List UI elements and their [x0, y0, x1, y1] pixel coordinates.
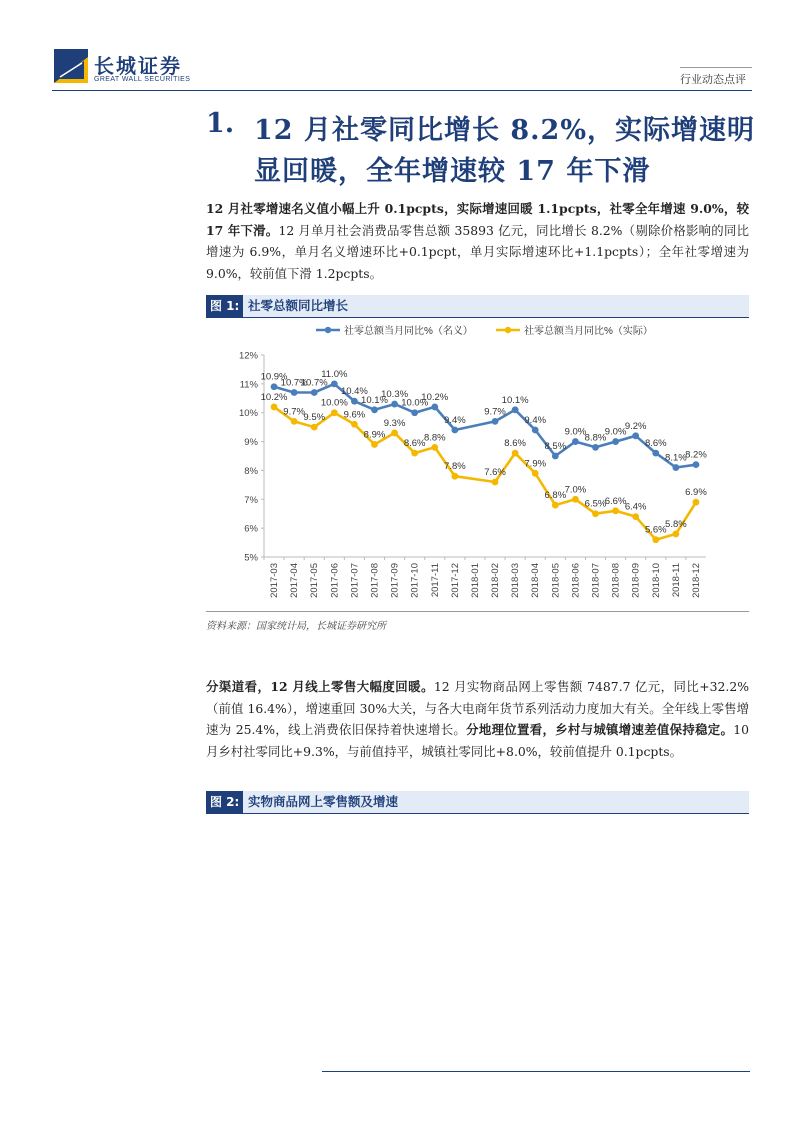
data-label-1: 8.9%	[363, 429, 386, 441]
data-label-0: 9.4%	[524, 415, 547, 427]
x-tick-label: 2018-11	[670, 563, 682, 598]
data-label-1: 9.5%	[303, 412, 326, 424]
figure1-title: 社零总额同比增长	[248, 298, 349, 313]
data-point-0	[492, 418, 499, 425]
data-point-1	[693, 499, 700, 506]
data-point-0	[652, 450, 659, 457]
data-point-0	[451, 427, 458, 434]
legend-marker-1	[505, 327, 511, 333]
paragraph-lead-channel: 分渠道看，12 月线上零售大幅度回暖。	[206, 679, 434, 694]
paragraph-body: 12 月单月社会消费品零售总额 35893 亿元，同比增长 8.2%（剔除价格影响的同比增速为 6.9%，单月名义增速环比+0.1pcpt，单月实际增速环比+1.1pcpts）；全年社零增速为 9.0%，较前值下滑 1.2pcpts。	[206, 222, 749, 281]
x-tick-label: 2017-12	[449, 563, 461, 598]
header-tag-divider	[680, 67, 752, 68]
data-point-1	[331, 409, 338, 416]
y-tick-label: 7%	[244, 494, 258, 506]
x-tick-label: 2018-05	[550, 563, 562, 598]
figure2-title: 实物商品网上零售额及增速	[248, 794, 399, 809]
header-divider	[52, 90, 752, 91]
data-label-1: 5.8%	[665, 518, 687, 530]
x-tick-label: 2017-09	[389, 563, 401, 598]
logo-text-cn: 长城证券	[94, 54, 182, 78]
paragraph-body-region: 10 月乡村社零同比+9.3%，与前值持平，城镇社零同比+8.0%，较前值提升 0.1pcpts。	[206, 722, 749, 759]
paragraph-body-channel: 12 月实物商品网上零售额 7487.7 亿元，同比+32.2%（前值 16.4%），增速重回 30%大关，与各大电商年货节系列活动力度加大有关。全年线上零售增速为 25.4%，线上消费依旧保持着快速增长。	[206, 679, 749, 737]
data-label-0: 11.0%	[321, 368, 348, 380]
data-point-1	[311, 424, 318, 431]
section-number: 1.	[206, 108, 235, 139]
data-label-1: 9.7%	[283, 406, 305, 418]
data-point-0	[351, 398, 358, 405]
data-label-1: 5.6%	[644, 524, 667, 536]
data-label-1: 6.6%	[604, 495, 627, 507]
data-label-0: 8.6%	[644, 438, 667, 450]
paragraph-lead-region: 分地理位置看，乡村与城镇增速差值保持稳定。	[466, 722, 734, 737]
section-title-line1: 12 月社零同比增长 8.2%，实际增速明	[254, 115, 756, 146]
legend-label-1: 社零总额当月同比%（实际）	[524, 326, 653, 337]
data-label-0: 9.7%	[484, 406, 506, 418]
data-point-0	[411, 409, 418, 416]
data-point-0	[512, 406, 519, 413]
data-point-1	[351, 421, 358, 428]
data-point-0	[672, 464, 679, 471]
data-point-0	[693, 461, 700, 468]
data-label-1: 7.9%	[524, 458, 547, 470]
data-point-1	[371, 441, 378, 448]
x-tick-label: 2018-04	[530, 563, 542, 598]
x-tick-label: 2018-06	[570, 563, 582, 598]
data-point-1	[451, 473, 458, 480]
data-label-0: 10.7%	[300, 377, 328, 389]
data-label-1: 6.8%	[544, 490, 567, 502]
y-tick-label: 8%	[244, 465, 258, 477]
data-label-1: 9.3%	[383, 417, 406, 429]
data-label-0: 10.2%	[421, 391, 449, 403]
x-tick-label: 2017-08	[369, 563, 381, 598]
x-tick-label: 2018-07	[590, 563, 602, 598]
x-tick-label: 2017-06	[329, 563, 341, 598]
data-point-0	[632, 432, 639, 439]
data-point-1	[391, 430, 398, 437]
y-tick-label: 6%	[244, 523, 258, 535]
logo-mark-icon	[54, 49, 88, 83]
data-label-0: 8.2%	[685, 449, 707, 461]
data-label-0: 10.9%	[260, 371, 288, 383]
data-label-0: 9.0%	[604, 426, 627, 438]
data-point-0	[572, 438, 579, 445]
x-tick-label: 2017-07	[349, 563, 361, 598]
data-label-1: 8.8%	[423, 432, 446, 444]
data-point-0	[331, 380, 338, 387]
y-tick-label: 5%	[244, 552, 258, 564]
data-point-1	[411, 450, 418, 457]
data-point-1	[572, 496, 579, 503]
data-point-0	[371, 406, 378, 413]
data-label-0: 10.1%	[501, 394, 529, 406]
data-label-1: 6.4%	[624, 501, 647, 513]
data-point-1	[291, 418, 298, 425]
paragraph-online-retail	[206, 676, 749, 762]
retail-growth-chart	[206, 318, 749, 608]
x-tick-label: 2017-11	[429, 563, 441, 598]
data-label-0: 8.5%	[544, 441, 567, 452]
data-point-1	[431, 444, 438, 451]
legend-label-0: 社零总额当月同比%（名义）	[344, 326, 473, 337]
x-tick-label: 2018-08	[610, 563, 622, 598]
data-point-0	[532, 427, 539, 434]
data-label-0: 10.3%	[381, 389, 409, 401]
data-label-1: 10.0%	[320, 397, 348, 409]
data-label-0: 10.7%	[280, 377, 308, 389]
footer-divider	[322, 1071, 750, 1072]
x-tick-label: 2017-04	[289, 563, 301, 598]
paragraph-lead: 12 月社零增速名义值小幅上升 0.1pcpts，实际增速回暖 1.1pcpts，社零全年增速 9.0%，较 17 年下滑。	[206, 201, 749, 238]
x-tick-label: 2017-10	[409, 563, 421, 598]
data-label-1: 9.6%	[343, 409, 366, 421]
data-label-1: 8.6%	[504, 438, 526, 450]
paragraph-retail-sales	[206, 198, 749, 284]
data-point-1	[592, 510, 599, 517]
data-label-0: 10.1%	[361, 394, 388, 406]
data-label-0: 8.8%	[584, 432, 607, 444]
data-point-1	[632, 513, 639, 520]
y-tick-label: 9%	[244, 437, 258, 449]
data-point-1	[532, 470, 539, 477]
data-point-1	[512, 450, 519, 457]
data-label-1: 6.9%	[685, 487, 707, 499]
data-point-1	[672, 531, 679, 538]
figure1-header	[206, 295, 749, 318]
data-label-1: 6.5%	[584, 498, 607, 510]
data-point-1	[492, 479, 499, 486]
report-type-label: 行业动态点评	[680, 73, 746, 86]
data-point-0	[291, 389, 298, 396]
legend-marker-0	[325, 327, 331, 333]
y-tick-label: 10%	[238, 408, 258, 420]
figure1-number: 图 1:	[206, 295, 243, 317]
x-tick-label: 2018-12	[690, 563, 702, 598]
data-point-1	[612, 507, 619, 514]
data-point-0	[592, 444, 599, 451]
data-label-0: 8.1%	[665, 452, 687, 464]
data-point-1	[652, 536, 659, 543]
data-label-1: 7.0%	[564, 484, 587, 496]
data-label-0: 9.2%	[624, 420, 647, 432]
data-label-1: 8.6%	[403, 438, 426, 450]
data-point-1	[271, 404, 278, 411]
data-point-0	[552, 453, 559, 460]
data-label-0: 10.4%	[340, 386, 368, 398]
data-label-1: 7.6%	[484, 466, 506, 478]
data-point-0	[311, 389, 318, 396]
x-tick-label: 2018-03	[510, 563, 522, 598]
x-tick-label: 2018-01	[469, 563, 481, 598]
section-title-line2: 显回暖，全年增速较 17 年下滑	[254, 156, 651, 187]
data-label-1: 7.8%	[444, 461, 466, 473]
x-tick-label: 2018-09	[630, 563, 642, 598]
x-tick-label: 2018-10	[650, 563, 662, 598]
logo-text-en: GREAT WALL SECURITIES	[94, 76, 191, 83]
data-point-1	[552, 502, 559, 509]
data-point-0	[612, 438, 619, 445]
data-label-0: 10.0%	[401, 397, 429, 409]
x-tick-label: 2017-03	[269, 563, 281, 598]
x-tick-label: 2017-05	[309, 563, 321, 598]
data-point-0	[271, 383, 278, 390]
data-point-0	[431, 404, 438, 411]
data-label-1: 10.2%	[260, 391, 288, 403]
figure2-header	[206, 791, 749, 814]
x-tick-label: 2018-02	[490, 563, 502, 598]
figure1-source: 资料来源：国家统计局，长城证券研究所	[206, 621, 386, 632]
source-divider	[206, 611, 749, 612]
figure2-number: 图 2:	[206, 791, 243, 813]
y-tick-label: 12%	[238, 350, 258, 362]
data-label-0: 9.0%	[564, 426, 587, 438]
data-label-0: 9.4%	[444, 415, 466, 427]
data-point-0	[391, 401, 398, 408]
y-tick-label: 11%	[239, 379, 258, 391]
